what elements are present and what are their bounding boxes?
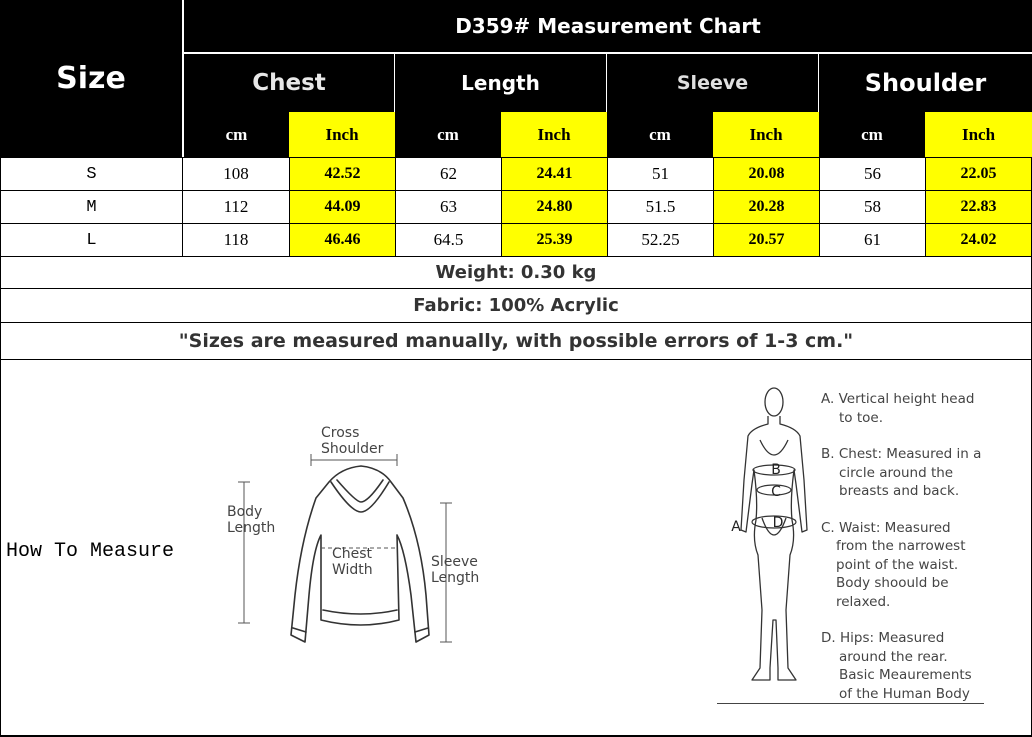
- sweater-collar: [331, 482, 389, 512]
- note-line: Basic Meaurements: [839, 667, 972, 683]
- note-line: from the narrowest: [836, 538, 966, 554]
- unit-cm: cm: [607, 112, 713, 157]
- fabric-row: [0, 288, 1032, 323]
- how-to-measure-label: How To Measure: [6, 540, 175, 563]
- unit-inch: Inch: [713, 112, 819, 157]
- table-cell-inch: 24.02: [925, 223, 1032, 257]
- cross-shoulder-label-2: Shoulder: [321, 441, 384, 457]
- table-cell: 64.5: [395, 223, 502, 257]
- unit-inch: Inch: [925, 112, 1032, 157]
- body-notes-underline: [717, 703, 984, 704]
- note-line: circle around the: [839, 464, 954, 481]
- sweater-cuff-left: [293, 628, 306, 632]
- body-notes: [821, 390, 1011, 703]
- table-cell-inch: 20.57: [713, 223, 820, 257]
- chest-width-label-2: Width: [332, 562, 373, 578]
- body-length-label: Body: [227, 504, 263, 520]
- sweater-hem: [323, 610, 397, 614]
- table-cell-inch: 22.83: [925, 190, 1032, 224]
- how-to-measure-section: [0, 359, 1032, 737]
- table-cell: 52.25: [607, 223, 714, 257]
- note-line: A. Vertical height head: [821, 391, 975, 407]
- unit-cm: cm: [819, 112, 925, 157]
- unit-cm: cm: [182, 112, 289, 157]
- disclaimer-row: [0, 322, 1032, 360]
- body-length-label-2: Length: [227, 520, 276, 536]
- table-cell-inch: 44.09: [289, 190, 396, 224]
- unit-cm: cm: [395, 112, 501, 157]
- group-label-shoulder: Shoulder: [864, 69, 987, 97]
- title-cell: [182, 0, 1032, 54]
- unit-inch: Inch: [501, 112, 607, 157]
- table-cell-inch: 22.05: [925, 157, 1032, 191]
- table-cell: 51: [607, 157, 714, 191]
- table-cell-inch: 42.52: [289, 157, 396, 191]
- data-table: [0, 157, 1032, 257]
- group-label-length: Length: [461, 71, 540, 95]
- marker-b: B: [771, 462, 781, 478]
- group-label-chest: Chest: [252, 70, 326, 96]
- group-header-chest: [182, 54, 395, 112]
- table-cell: 108: [182, 157, 290, 191]
- weight-row: [0, 256, 1032, 289]
- table-cell: 58: [819, 190, 926, 224]
- group-header-length: [395, 54, 607, 112]
- table-cell-inch: 46.46: [289, 223, 396, 257]
- table-cell-inch: 25.39: [501, 223, 608, 257]
- table-cell: 63: [395, 190, 502, 224]
- table-cell-inch: 24.41: [501, 157, 608, 191]
- table-cell: 118: [182, 223, 290, 257]
- marker-a: A: [731, 519, 741, 535]
- group-header-sleeve: [607, 54, 819, 112]
- note-b: [821, 445, 1011, 501]
- sleeve-length-label: Sleeve: [431, 554, 478, 570]
- note-line: around the rear.: [839, 648, 948, 665]
- table-cell: 61: [819, 223, 926, 257]
- table-cell: 112: [182, 190, 290, 224]
- unit-row: [182, 112, 1032, 157]
- table-cell: 51.5: [607, 190, 714, 224]
- table-cell: 62: [395, 157, 502, 191]
- table-cell-inch: 20.08: [713, 157, 820, 191]
- body-figure: [716, 380, 826, 698]
- note-line: relaxed.: [836, 593, 891, 610]
- size-cell: S: [0, 157, 183, 191]
- note-line: to toe.: [839, 409, 883, 426]
- unit-inch: Inch: [289, 112, 395, 157]
- size-header-cell: [0, 0, 182, 157]
- note-line: point of the waist.: [836, 556, 959, 573]
- size-cell: L: [0, 223, 183, 257]
- note-line: D. Hips: Measured: [821, 630, 945, 646]
- note-line: of the Human Body: [839, 685, 970, 702]
- table-cell: 56: [819, 157, 926, 191]
- size-header: Size: [56, 61, 126, 96]
- marker-c: C: [771, 484, 781, 500]
- note-line: C. Waist: Measured: [821, 519, 951, 536]
- sweater-diagram: [211, 420, 501, 665]
- sleeve-length-label-2: Length: [431, 570, 480, 586]
- sweater-cuff-right: [415, 628, 428, 632]
- chest-width-label: Chest: [332, 546, 373, 562]
- note-line: Body shoould be: [836, 575, 949, 591]
- weight-text: Weight: 0.30 kg: [435, 262, 597, 283]
- note-c: [821, 519, 1011, 612]
- fabric-text: Fabric: 100% Acrylic: [413, 295, 619, 316]
- chart-title: D359# Measurement Chart: [455, 14, 761, 38]
- head: [765, 388, 783, 416]
- note-a: [821, 390, 1011, 427]
- note-line: B. Chest: Measured in a: [821, 446, 982, 462]
- table-cell-inch: 20.28: [713, 190, 820, 224]
- group-header-shoulder: [819, 54, 1032, 112]
- note-d: [821, 629, 1011, 703]
- cross-shoulder-label: Cross: [321, 425, 360, 441]
- marker-d: D: [772, 515, 784, 531]
- group-label-sleeve: Sleeve: [676, 72, 749, 94]
- note-line: breasts and back.: [839, 483, 960, 499]
- disclaimer-text: "Sizes are measured manually, with possible errors of 1-3 cm.": [178, 330, 854, 352]
- table-cell-inch: 24.80: [501, 190, 608, 224]
- size-cell: M: [0, 190, 183, 224]
- bust-line: [760, 440, 788, 455]
